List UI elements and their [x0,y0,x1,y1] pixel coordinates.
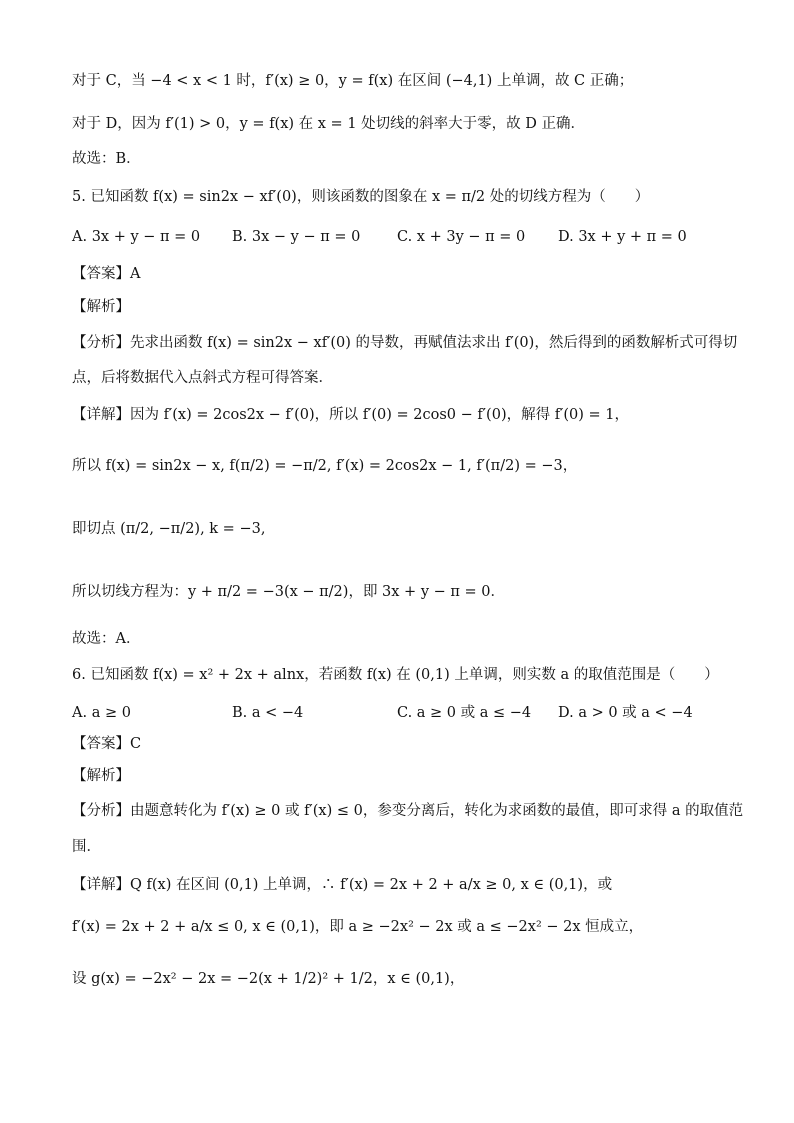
choice-b: B. 3x − y − π = 0 [232,229,361,245]
text-line-pick-b: 故选：B． [72,151,141,167]
detail-5-line-3: 即切点 (π/2, −π/2), k = −3, [72,521,266,537]
choice-c: C. a ≥ 0 或 a ≤ −4 [397,705,532,721]
choice-b: B. a < −4 [232,705,304,721]
detail-5-line-2: 所以 f(x) = sin2x − x, f(π/2) = −π/2, f′(x) = 2cos2x − 1, f′(π/2) = −3， [72,458,578,474]
analysis-heading-6: 【解析】 [72,768,130,784]
analysis-heading-5: 【解析】 [72,299,130,315]
detail-6-line-3: 设 g(x) = −2x² − 2x = −2(x + 1/2)² + 1/2，x ∈ (0,1)， [72,971,465,987]
analysis-5-line-1: 【分析】先求出函数 f(x) = sin2x − xf′(0) 的导数，再赋值法求出 f′(0)，然后得到的函数解析式可得切 [72,335,738,351]
detail-6-line-1: 【详解】Q f(x) 在区间 (0,1) 上单调，∴ f′(x) = 2x + 2 + a/x ≥ 0, x ∈ (0,1)，或 [72,877,613,893]
text-line-c: 对于 C，当 −4 < x < 1 时，f′(x) ≥ 0，y = f(x) 在区间 (−4,1) 上单调，故 C 正确； [72,73,634,89]
question-6: 6. 已知函数 f(x) = x² + 2x + alnx，若函数 f(x) 在 (0,1) 上单调，则实数 a 的取值范围是（ ） [72,667,719,683]
choice-a: A. 3x + y − π = 0 [72,229,201,245]
analysis-6-line-2: 围． [72,839,101,855]
question-5-choices [72,226,734,248]
choice-d: D. a > 0 或 a < −4 [558,705,693,721]
choice-d: D. 3x + y + π = 0 [558,229,687,245]
question-5: 5. 已知函数 f(x) = sin2x − xf′(0)，则该函数的图象在 x = π/2 处的切线方程为（ ） [72,189,650,205]
answer-5: 【答案】A [72,266,141,282]
analysis-6-line-1: 【分析】由题意转化为 f′(x) ≥ 0 或 f′(x) ≤ 0，参变分离后，转化为求函数的最值，即可求得 a 的取值范 [72,803,744,819]
question-6-choices [72,702,734,724]
answer-6: 【答案】C [72,736,142,752]
detail-6-line-2: f′(x) = 2x + 2 + a/x ≤ 0, x ∈ (0,1)，即 a ≥ −2x² − 2x 或 a ≤ −2x² − 2x 恒成立， [72,919,644,935]
choice-c: C. x + 3y − π = 0 [397,229,526,245]
detail-5-line-4: 所以切线方程为：y + π/2 = −3(x − π/2)，即 3x + y − π = 0． [72,584,506,600]
detail-5-line-1: 【详解】因为 f′(x) = 2cos2x − f′(0)，所以 f′(0) = 2cos0 − f′(0)，解得 f′(0) = 1， [72,407,629,423]
text-line-d: 对于 D，因为 f′(1) > 0，y = f(x) 在 x = 1 处切线的斜率大于零，故 D 正确． [72,116,585,132]
analysis-5-line-2: 点，后将数据代入点斜式方程可得答案． [72,370,333,386]
text-line-pick-a: 故选：A． [72,631,141,647]
choice-a: A. a ≥ 0 [72,705,131,721]
